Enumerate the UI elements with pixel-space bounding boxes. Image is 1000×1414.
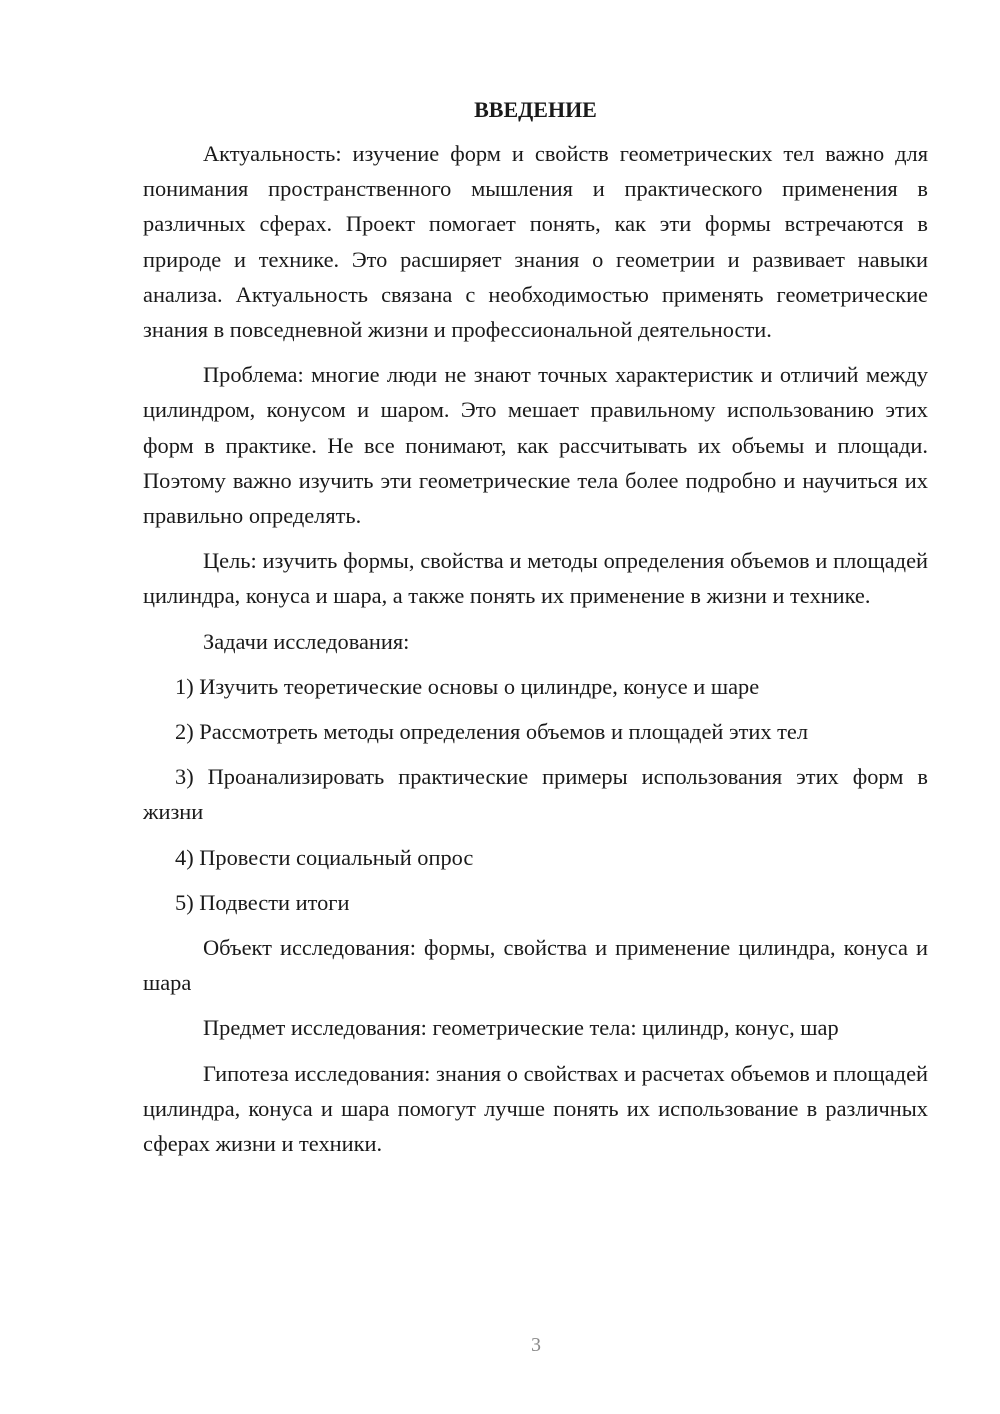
page-number: 3 (531, 1334, 541, 1356)
task-item-4: 4) Провести социальный опрос (175, 844, 474, 870)
tasks-heading: Задачи исследования: (203, 628, 410, 654)
task-item-5: 5) Подвести итоги (175, 889, 350, 915)
task-item-2: 2) Рассмотреть методы определения объемов и площадей этих тел (175, 719, 809, 745)
research-hypothesis-paragraph: Гипотеза исследования: знания о свойствах и расчетах объемов и площадей цилиндра, конуса и шара помогут лучше понять их использование в различных сферах жизни и техники. (143, 1060, 928, 1157)
section-title: ВВЕДЕНИЕ (474, 97, 597, 122)
task-item-1: 1) Изучить теоретические основы о цилиндре, конусе и шаре (175, 673, 760, 699)
research-subject-paragraph: Предмет исследования: геометрические тела: цилиндр, конус, шар (203, 1015, 839, 1041)
relevance-paragraph: Актуальность: изучение форм и свойств геометрических тел важно для понимания пространственного мышления и практического применения в различных сферах. Проект помогает понять, как эти формы встречаются в природе и технике. Это расширяет знания о геометрии и развивает навыки анализа. Актуальность связана с необходимостью применять геометрические знания в повседневной жизни и профессиональной деятельности. (143, 141, 928, 343)
research-object-paragraph: Объект исследования: формы, свойства и применение цилиндра, конуса и шара (143, 935, 928, 996)
problem-paragraph: Проблема: многие люди не знают точных характеристик и отличий между цилиндром, конусом и шаром. Это мешает правильному использованию этих форм в практике. Не все понимают, как рассчитывать их объемы и площади. Поэтому важно изучить эти геометрические тела более подробно и научиться их правильно определять. (143, 362, 928, 529)
task-item-3: 3) Проанализировать практические примеры использования этих форм в жизни (143, 764, 928, 825)
page-content (143, 92, 928, 1171)
goal-paragraph: Цель: изучить формы, свойства и методы определения объемов и площадей цилиндра, конуса и шара, а также понять их применение в жизни и технике. (143, 548, 928, 609)
